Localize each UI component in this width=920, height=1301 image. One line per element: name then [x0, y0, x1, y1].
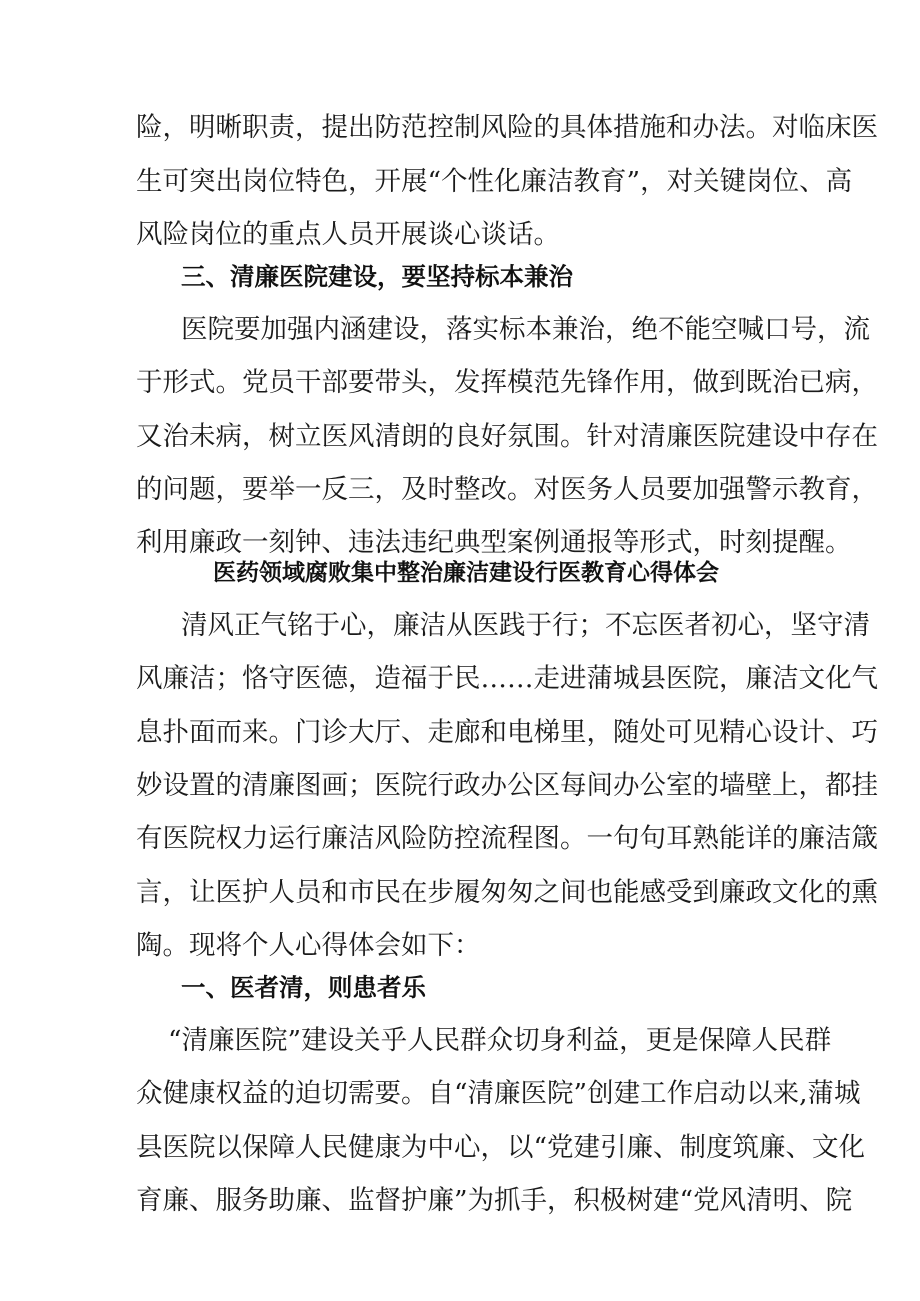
paragraph-line: 陶。现将个人心得体会如下： [136, 930, 481, 961]
paragraph-line: “清廉医院”建设关乎人民群众切身利益，更是保障人民群 [168, 1025, 832, 1056]
paragraph-line: 的问题，要举一反三，及时整改。对医务人员要加强警示教育， [136, 474, 878, 505]
section-heading: 三、清廉医院建设，要坚持标本兼治 [181, 262, 573, 291]
paragraph-line: 清风正气铭于心，廉洁从医践于行；不忘医者初心，坚守清 [181, 610, 870, 641]
paragraph-line: 风廉洁；恪守医德，造福于民……走进蒲城县医院，廉洁文化气 [136, 663, 878, 694]
paragraph-line: 险，明晰职责，提出防范控制风险的具体措施和办法。对临床医 [136, 112, 878, 143]
paragraph-line: 利用廉政一刻钟、违法违纪典型案例通报等形式，时刻提醒。 [136, 527, 852, 558]
paragraph-line: 言，让医护人员和市民在步履匆匆之间也能感受到廉政文化的熏 [136, 877, 878, 908]
paragraph-line: 息扑面而来。门诊大厅、走廊和电梯里，随处可见精心设计、巧 [136, 717, 878, 748]
document-title: 医药领域腐败集中整治廉洁建设行医教育心得体会 [213, 560, 719, 586]
paragraph-line: 妙设置的清廉图画；医院行政办公区每间办公室的墙壁上，都挂 [136, 770, 878, 801]
paragraph-line: 生可突出岗位特色，开展“个性化廉洁教育”，对关键岗位、高 [136, 166, 853, 197]
paragraph-line: 医院要加强内涵建设，落实标本兼治，绝不能空喊口号，流 [181, 314, 870, 345]
paragraph-line: 又治未病，树立医风清朗的良好氛围。针对清廉医院建设中存在 [136, 421, 878, 452]
section-heading: 一、医者清，则患者乐 [181, 973, 426, 1002]
paragraph-line: 有医院权力运行廉洁风险防控流程图。一句句耳熟能详的廉洁箴 [136, 823, 878, 854]
paragraph-line: 育廉、服务助廉、监督护廉”为抓手，积极树建“党风清明、院 [136, 1185, 853, 1216]
paragraph-line: 风险岗位的重点人员开展谈心谈话。 [136, 219, 560, 250]
paragraph-line: 县医院以保障人民健康为中心，以“党建引廉、制度筑廉、文化 [136, 1132, 866, 1163]
paragraph-line: 众健康权益的迫切需要。自“清廉医院”创建工作启动以来,蒲城 [136, 1078, 861, 1109]
paragraph-line: 于形式。党员干部要带头，发挥模范先锋作用，做到既治已病， [136, 367, 878, 398]
